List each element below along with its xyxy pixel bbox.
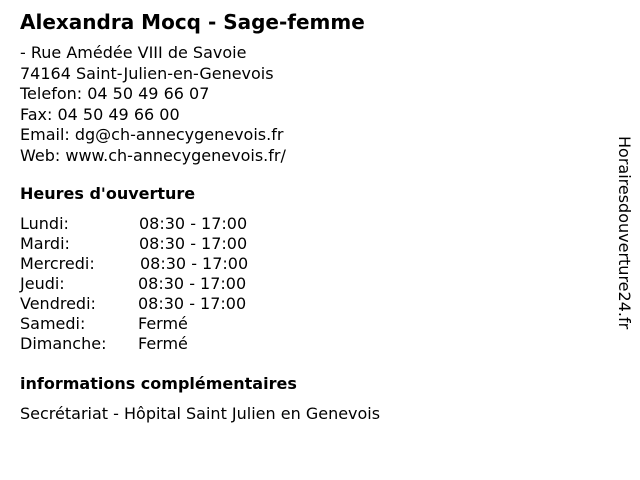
- day-label: Samedi:: [20, 314, 86, 333]
- hours-value: Fermé: [138, 334, 188, 353]
- site-watermark: [610, 136, 634, 372]
- day-label: Vendredi:: [20, 294, 96, 313]
- opening-hours-heading: Heures d'ouverture: [20, 184, 196, 203]
- phone-number: Telefon: 04 50 49 66 07: [20, 84, 210, 103]
- day-label: Dimanche:: [20, 334, 107, 353]
- watermark-text: Horairesdouverture24.fr: [615, 136, 634, 330]
- hours-value: 08:30 - 17:00: [139, 214, 248, 233]
- fax-number: Fax: 04 50 49 66 00: [20, 104, 180, 124]
- hours-value: 08:30 - 17:00: [139, 234, 248, 253]
- day-label: Jeudi:: [20, 274, 65, 293]
- website-url: Web: www.ch-annecygenevois.fr/: [20, 145, 286, 165]
- hours-value: 08:30 - 17:00: [138, 294, 247, 313]
- email-address: Email: dg@ch-annecygenevois.fr: [20, 125, 284, 144]
- hours-value: 08:30 - 17:00: [138, 274, 247, 293]
- hours-value: Fermé: [138, 314, 188, 333]
- street-address: - Rue Amédée VIII de Savoie: [20, 43, 247, 62]
- additional-info-text: Secrétariat - Hôpital Saint Julien en Genevois: [20, 404, 381, 423]
- hours-value: 08:30 - 17:00: [140, 254, 249, 273]
- contact-block: [20, 43, 286, 166]
- day-label: Lundi:: [20, 214, 69, 233]
- additional-info-heading: informations complémentaires: [20, 374, 297, 393]
- day-label: Mardi:: [20, 234, 70, 253]
- day-label: Mercredi:: [20, 254, 95, 273]
- page-title: Alexandra Mocq - Sage-femme: [20, 10, 365, 34]
- city-address: 74164 Saint-Julien-en-Genevois: [20, 63, 274, 83]
